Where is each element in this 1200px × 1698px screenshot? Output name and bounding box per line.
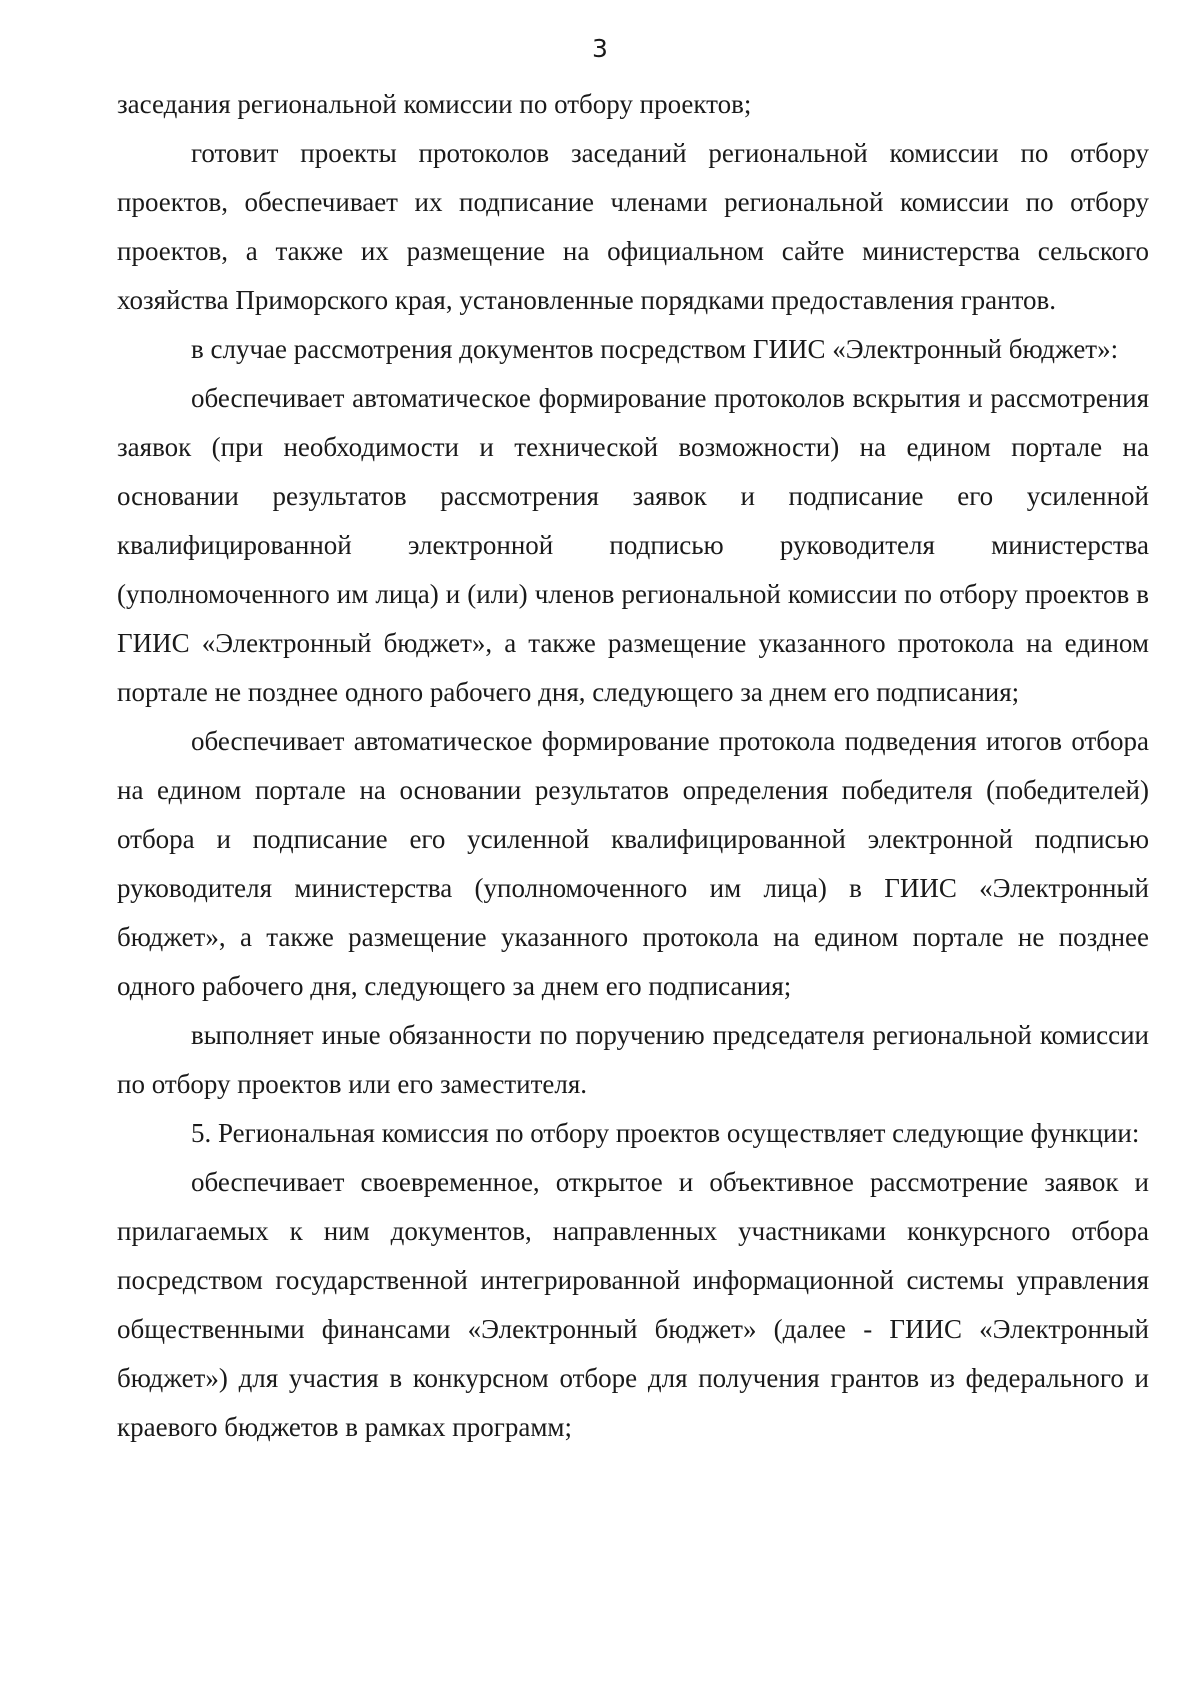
paragraph: в случае рассмотрения документов посредством ГИИС «Электронный бюджет»: [191, 334, 1119, 364]
paragraph: выполняет иные обязанности по поручению председателя региональной комиссии по отбору проектов или его заместителя. [117, 1020, 1149, 1099]
page-number: 3 [592, 34, 608, 63]
numbered-paragraph-5: 5. Региональная комиссия по отбору проектов осуществляет следующие функции: [191, 1118, 1140, 1148]
paragraph-continuation: заседания региональной комиссии по отбору проектов; [117, 89, 752, 119]
document-body [117, 80, 1149, 1452]
paragraph: готовит проекты протоколов заседаний региональной комиссии по отбору проектов, обеспечивает их подписание членами региональной комиссии по отбору проектов, а также их размещение на официальном сайте министерства сельского хозяйства Приморского края, установленные порядками предоставления грантов. [117, 138, 1149, 315]
paragraph: обеспечивает автоматическое формирование протокола подведения итогов отбора на едином портале на основании результатов определения победителя (победителей) отбора и подписание его усиленной квалифицированной электронной подписью руководителя министерства (уполномоченного им лица) в ГИИС «Электронный бюджет», а также размещение указанного протокола на едином портале не позднее одного рабочего дня, следующего за днем его подписания; [117, 726, 1149, 1001]
paragraph: обеспечивает автоматическое формирование протоколов вскрытия и рассмотрения заявок (при необходимости и технической возможности) на едином портале на основании результатов рассмотрения заявок и подписание его усиленной квалифицированной электронной подписью руководителя министерства (уполномоченного им лица) и (или) членов региональной комиссии по отбору проектов в ГИИС «Электронный бюджет», а также размещение указанного протокола на едином портале не позднее одного рабочего дня, следующего за днем его подписания; [117, 383, 1149, 707]
paragraph: обеспечивает своевременное, открытое и объективное рассмотрение заявок и прилагаемых к ним документов, направленных участниками конкурсного отбора посредством государственной интегрированной информационной системы управления общественными финансами «Электронный бюджет» (далее - ГИИС «Электронный бюджет») для участия в конкурсном отборе для получения грантов из федерального и краевого бюджетов в рамках программ; [117, 1167, 1149, 1442]
